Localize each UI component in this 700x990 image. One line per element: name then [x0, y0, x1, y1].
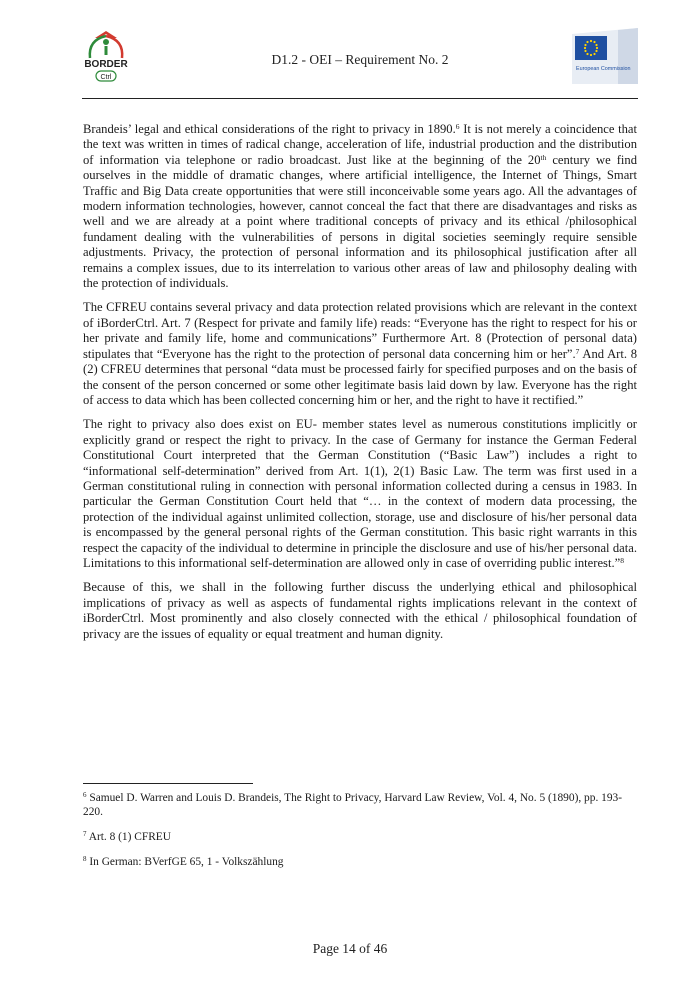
footnote-ref: 8: [620, 555, 624, 565]
paragraph-text: Brandeis’ legal and ethical considerations of the right to privacy in 1890.: [83, 122, 456, 136]
paragraph-text: Because of this, we shall in the following further discuss the underlying ethical and philosophical implications of privacy as well as aspects of fundamental rights implications relevant in the context of iBorderCtrl. Most prominently and also closely connected with the ethical / philosophical foundation of privacy are the issues of equality or equal treatment and human dignity.: [83, 580, 637, 641]
page-header: [82, 22, 638, 99]
paragraph-text: The CFREU contains several privacy and data protection related provisions which are relevant in the context of iBorderCtrl. Art. 7 (Respect for private and family life) reads: “Everyone has the right to respect for his or her private and family life, home and communications” Furthermore Art. 8 (Protection of personal data) stipulates that “Everyone has the right to the protection of personal data concerning him or her”.: [83, 300, 637, 361]
footnote-ref: 6: [455, 122, 460, 131]
paragraph-text: The right to privacy also does exist on EU- member states level as numerous constitutions implicitly or explicitly grand or respect the right to privacy. In the case of Germany for instance the German Federal Constitutional Court interpreted that the German Constitution (“Basic Law”) includes a right to “informational self-determination” derived from Art. 1(1), 2(1) Basic Law. The term was first used in a German constitutional ruling in connection with personal information collected during a census in 1983. In particular the German Constitution Court held that “… in the context of modern data processing, the protection of the individual against unlimited collection, storage, use and disclosure of his/her personal data is encompassed by the general personal rights of the German constitution. This basic right warrants in this respect the capacity of the individual to determine in principle the disclosure and use of his/her personal data. Limitations to this informational self-determination are allowed only in case of overriding public interest.”: [83, 417, 637, 570]
body-paragraph: [83, 580, 637, 642]
footnotes: [83, 791, 637, 880]
header-title: D1.2 - OEI – Requirement No. 2: [271, 52, 449, 67]
footnote-text: In German: BVerfGE 65, 1 - Volkszählung: [89, 856, 284, 868]
european-commission-logo: [572, 28, 638, 84]
footnote-text: Samuel D. Warren and Louis D. Brandeis, The Right to Privacy, Harvard Law Review, Vol. 4, No. 5 (1890), pp. 193-220.: [83, 792, 623, 818]
footnote-number: 6: [83, 791, 87, 799]
footnote: [83, 791, 637, 819]
paragraph-text: century we find ourselves in the middle of dramatic changes, where artificial intelligence, the Internet of Things, Smart Traffic and Big Data create opportunities that were still inconceivable some years ago. All the advantages of modern information technologies, however, cannot conceal the fact that there are disadvantages and risks as well and we are already at a point where traditional concepts of privacy and its ethical /philosophical fundament dealing with the vulnerabilities of persons in digital societies seemingly require sensible adjustments. Privacy, the protection of personal information and its philosophical justification after all remains a complex issues, due to its interrelation to various other areas of law and philosophy dealing with the protection of individuals.: [83, 152, 637, 291]
footnote-ref: 7: [575, 346, 580, 356]
body-paragraph: [83, 300, 637, 408]
main-body: [83, 122, 637, 651]
paragraph-text: And Art. 8 (2) CFREU determines that personal “data must be processed fairly for specified purposes and on the basis of the consent of the person concerned or some other legitimate basis laid down by law. Everyone has the right of access to data which has been collected concerning him or her, and the right to have it rectified.”: [83, 346, 637, 407]
logo-left-sub: Ctrl: [100, 74, 112, 81]
footnote: [83, 830, 637, 844]
body-paragraph: [83, 417, 637, 571]
paragraph-text: It is not merely a coincidence that the text was written in times of radical change, acceleration of life, industrial production and the distribution of information via telephone or radio broadcast. Just like at the beginning of the 20: [83, 122, 637, 167]
footnote-number: 7: [83, 830, 87, 838]
footnote-text: Art. 8 (1) CFREU: [88, 831, 171, 843]
footnote-number: 8: [83, 855, 87, 863]
logo-left-text: BORDER: [84, 59, 128, 70]
footnote-separator: [83, 783, 253, 784]
eu-logo-text: European Commission: [576, 66, 631, 72]
page-number: Page 14 of 46: [312, 941, 388, 956]
footnote-ref: th: [540, 152, 547, 162]
footnote: [83, 855, 637, 869]
body-paragraph: [83, 122, 637, 291]
